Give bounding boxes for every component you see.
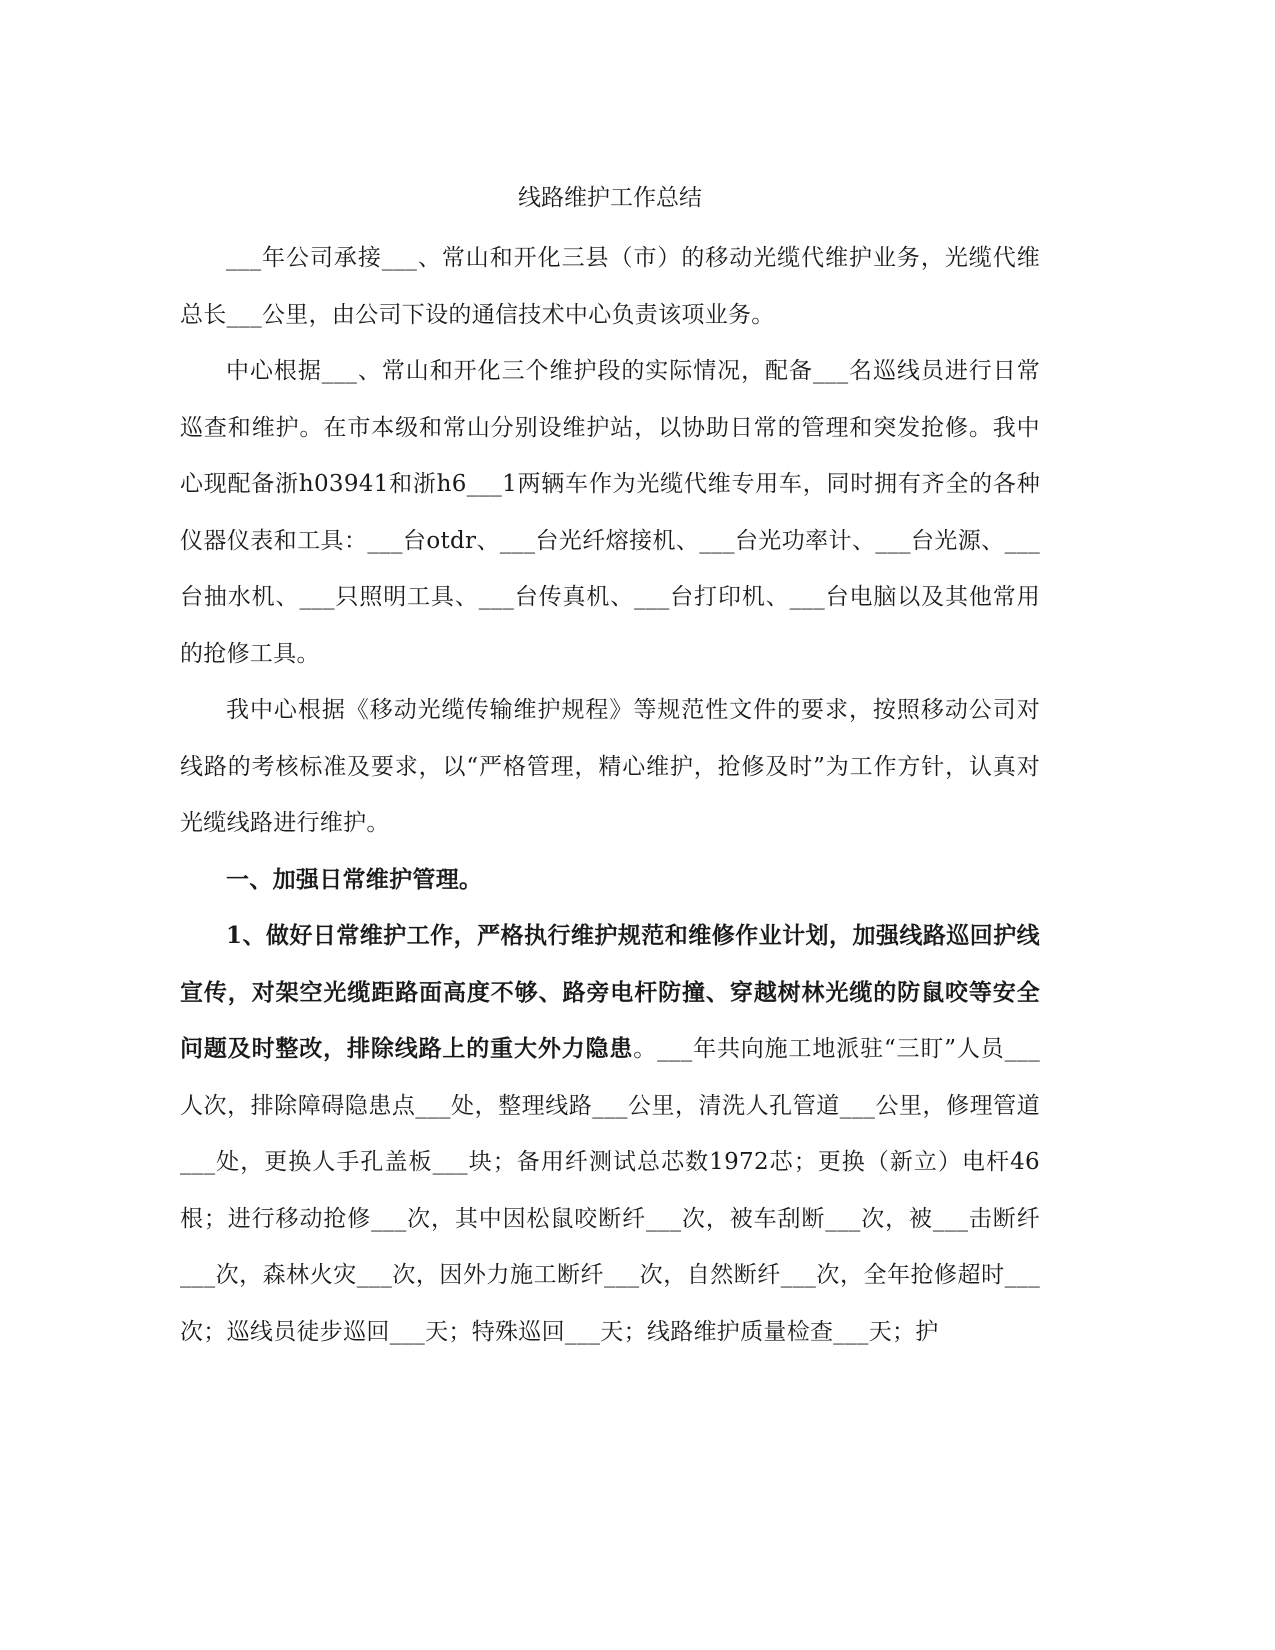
paragraph-2: 中心根据___、常山和开化三个维护段的实际情况，配备___名巡线员进行日常巡查和维护。在市本级和常山分别设维护站，以协助日常的管理和突发抢修。我中心现配备浙h03941和浙h6___1两辆车作为光缆代维专用车，同时拥有齐全的各种仪器仪表和工具：___台otdr、___台光纤熔接机、___台光功率计、___台光源、___台抽水机、___只照明工具、___台传真机、___台打印机、___台电脑以及其他常用的抢修工具。 [180, 358, 1040, 667]
item-1-body-text: 。___年共向施工地派驻“三盯”人员___人次，排除障碍隐患点___处，整理线路___公里，清洗人孔管道___公里，修理管道___处，更换人手孔盖板___块；备用纤测试总芯数1972芯；更换（新立）电杆46根；进行移动抢修___次，其中因松鼠咬断纤___次，被车刮断___次，被___击断纤___次，森林火灾___次，因外力施工断纤___次，自然断纤___次，全年抢修超时___次；巡线员徒步巡回___天；特殊巡回___天；线路维护质量检查___天；护 [180, 1036, 1040, 1345]
document-page [180, 170, 1040, 1360]
item-1-bold-text: 1、做好日常维护工作，严格执行维护规范和维修作业计划，加强线路巡回护线宣传，对架空光缆距路面高度不够、路旁电杆防撞、穿越树林光缆的防鼠咬等安全问题及时整改，排除线路上的重大外力隐患 [180, 922, 1040, 1062]
paragraph-3: 我中心根据《移动光缆传输维护规程》等规范性文件的要求，按照移动公司对线路的考核标准及要求，以“严格管理，精心维护，抢修及时”为工作方针，认真对光缆线路进行维护。 [180, 697, 1040, 836]
paragraph-1: ___年公司承接___、常山和开化三县（市）的移动光缆代维护业务，光缆代维总长___公里，由公司下设的通信技术中心负责该项业务。 [180, 245, 1040, 328]
section-heading: 一、加强日常维护管理。 [226, 865, 483, 893]
document-title: 线路维护工作总结 [518, 185, 702, 211]
item-1-paragraph [180, 908, 1040, 1360]
